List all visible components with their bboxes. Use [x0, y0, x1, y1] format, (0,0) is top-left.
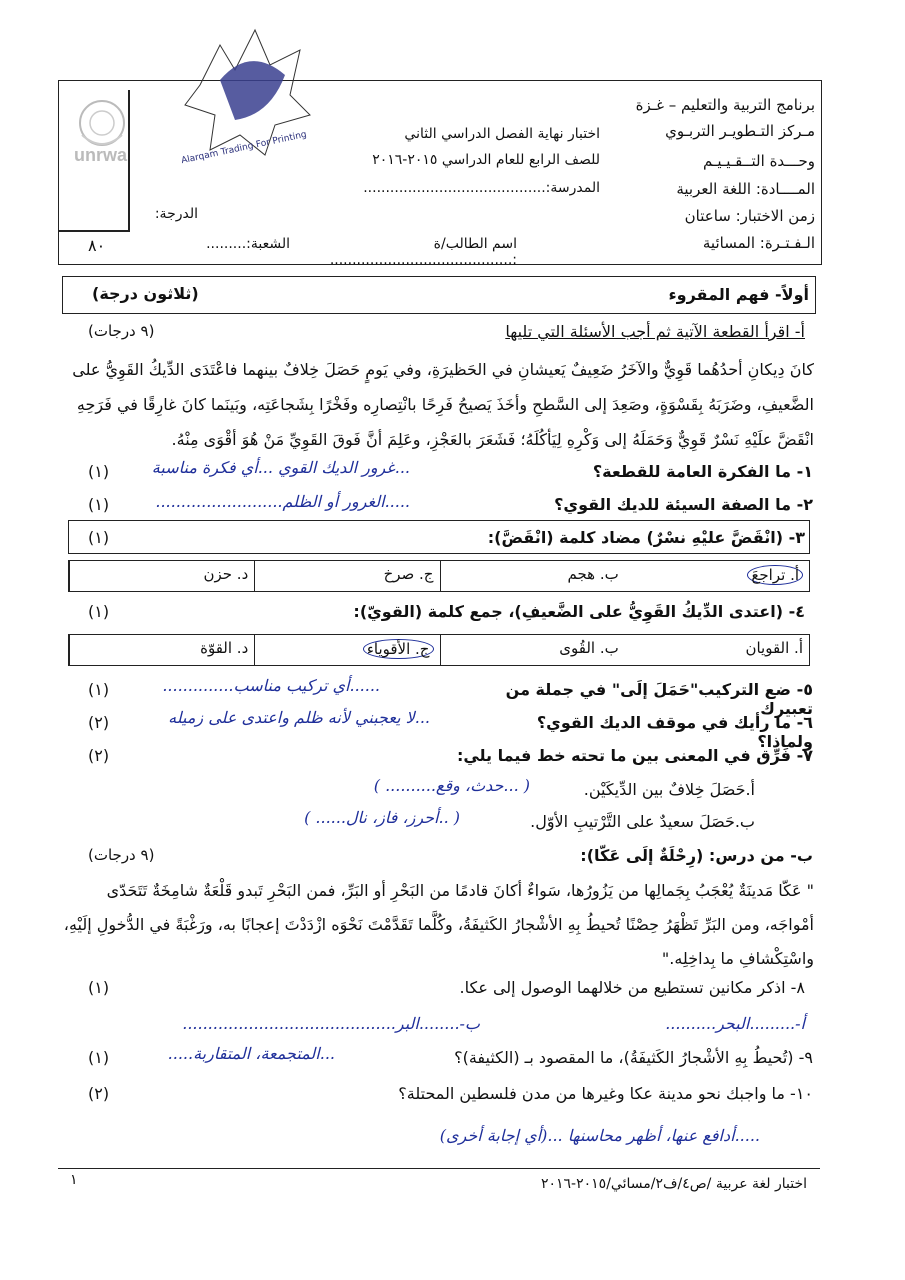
part-b-instruction: ب- من درس: (رِحْلَةٌ إلَى عَكّا): [580, 846, 813, 865]
part-b-marks: (٩ درجات) [88, 846, 155, 864]
student-name-field: اسم الطالب/ة :......................................... [329, 236, 517, 268]
section-field: الشعبة:......... [206, 236, 290, 252]
q7-b: ب.حَصَلَ سعيدٌ على التَّرْتيبِ الأوّل. [530, 812, 755, 831]
exam-title: اختبار نهاية الفصل الدراسي الثاني [404, 126, 600, 142]
total-score: ٨٠ [88, 236, 106, 255]
exam-grade-year: للصف الرابع للعام الدراسي ٢٠١٥-٢٠١٦ [372, 152, 600, 168]
header-subject: المــــادة: اللغة العربية [676, 180, 815, 198]
header-period: الـفـتـرة: المسائية [702, 234, 815, 252]
part-a-marks: (٩ درجات) [88, 322, 155, 340]
q8-text: ٨- اذكر مكانين تستطيع من خلالهما الوصول إلى عكا. [459, 978, 805, 997]
q10-answer[interactable]: .....أدافع عنها، أظهر محاسنها ...(أي إجابة أخرى) [439, 1126, 760, 1145]
q3-options [68, 560, 810, 592]
q2-mark: (١) [88, 495, 110, 514]
stamp-text: Alarqam Trading For Printing [180, 129, 308, 167]
q5-text: ٥- ضع التركيب"حَمَلَ إلَى" في جملة من تعبيرك [505, 680, 813, 718]
q8-answer-b[interactable]: ب-........البر.......................................... [182, 1014, 480, 1033]
q3-option-c[interactable]: ج. صرخ [254, 561, 439, 591]
section1-title: أولاً- فهم المقروء [668, 285, 809, 304]
q5-mark: (١) [88, 680, 110, 699]
q6-text: ٦- ما رأيك في موقف الديك القوي؟ ولماذا؟ [536, 713, 813, 751]
unrwa-logo [70, 95, 135, 180]
section1-marks: (ثلاثون درجة) [92, 284, 199, 303]
q4-option-d[interactable]: د. القوّة [69, 635, 254, 665]
school-field: المدرسة:......................................... [363, 180, 600, 196]
unrwa-emblem-icon [70, 95, 135, 180]
q5-answer[interactable]: ......أي تركيب مناسب.............. [162, 676, 380, 695]
header-center: مـركز التـطويـر التربـوي [665, 122, 815, 140]
q4-options [68, 634, 810, 666]
q1-mark: (١) [88, 462, 110, 481]
part-a-instruction-text: أ- اقرأ القطعة الآتية ثم أجب الأسئلة التي تليها [505, 322, 805, 341]
q10-text: ١٠- ما واجبك نحو مدينة عكا وغيرها من مدن فلسطين المحتلة؟ [398, 1084, 813, 1103]
q7-text: ٧- فَرِّق في المعنى بين ما تحته خط فيما يلي: [456, 746, 813, 765]
q4-option-a[interactable]: أ. القويان [745, 639, 803, 657]
q7-a-answer[interactable]: ( ...حدث، وقع.......... ) [373, 776, 530, 795]
header-program: برنامج التربية والتعليم – غـزة [635, 96, 815, 114]
unrwa-logo-text: unrwa [74, 145, 128, 165]
header-left-hline [58, 230, 130, 232]
q2-text: ٢- ما الصفة السيئة للديك القوي؟ [554, 495, 813, 514]
q4-option-c-circled: ج. الأقوياء [363, 639, 434, 659]
q3-option-b[interactable]: ب. هجم [440, 561, 625, 591]
q4-option-c[interactable] [254, 635, 439, 665]
q1-answer[interactable]: ...غرور الديك القوي ...أي فكرة مناسبة [151, 458, 410, 477]
q7-b-answer[interactable]: ( ..أحرز، فاز، نال...... ) [304, 808, 460, 827]
q9-text: ٩- (تُحيطُ بِهِ الأشْجارُ الكَثيفَةُ)، ما المقصود بـ (الكثيفة)؟ [454, 1048, 813, 1067]
q1-text: ١- ما الفكرة العامة للقطعة؟ [592, 462, 813, 481]
q9-answer[interactable]: ...المتجمعة، المتقاربة..... [167, 1044, 335, 1063]
header-left-divider [128, 90, 130, 230]
q2-answer[interactable]: .....الغرور أو الظلم......................... [155, 492, 410, 511]
q3-mark: (١) [88, 528, 110, 547]
q4-option-b[interactable]: ب. القُوى [440, 635, 625, 665]
page-number: ١ [70, 1172, 78, 1188]
q6-mark: (٢) [88, 713, 110, 732]
printer-stamp [180, 25, 320, 170]
q7-a: أ.حَصَلَ خِلافٌ بين الدِّيكَيْن. [583, 780, 755, 799]
q3-option-a[interactable] [625, 561, 809, 591]
part-b-passage: " عَكّا مَدينَةٌ يُعْجَبُ بِجَمالِها من يَزُورُها، سَواءٌ أكانَ قادمًا من البَحْرِ أو البَرِّ، فمن البَحْرِ تَبدو قَلْعَةٌ شامِخَةٌ تَتَحَدّى أمْواجَه، ومن البَرِّ تَظْهَرُ حِصْنًا تُحيطُ بِهِ الأشْجارُ الكَثيفَةُ، وكُلَّما تَقَدَّمْتَ نَحْوَه ازْدَدْتَ إعجابًا به، ورَغْبَةً في الدُّخولِ إلَيْهِ، واسْتِكْشافِ ما بِداخِلِه." [63, 881, 814, 968]
grade-label: الدرجة: [154, 206, 198, 222]
q3-text: ٣- (انْقَضَّ عليْهِ نسْرٌ) مضاد كلمة (انْقَضَّ): [487, 528, 805, 547]
header-duration: زمن الاختبار: ساعتان [684, 207, 815, 225]
q4-text: ٤- (اعتدى الدِّيكُ القَوِيُّ على الضَّعيفِ)، جمع كلمة (القويّ): [353, 602, 805, 621]
q8-answer-a[interactable]: أ-.........البحر.......... [665, 1014, 805, 1033]
q6-answer[interactable]: ...لا يعجبني لأنه ظلم واعتدى على زميله [168, 708, 430, 727]
q7-mark: (٢) [88, 746, 110, 765]
part-a-instruction [305, 322, 805, 341]
q8-mark: (١) [88, 978, 110, 997]
header-unit: وحـــدة التــقـيـيـم [702, 152, 815, 170]
q10-mark: (٢) [88, 1084, 110, 1103]
q9-mark: (١) [88, 1048, 110, 1067]
part-a-passage: كانَ دِيكانِ أحدُهُما قَوِيٌّ والآخَرُ ضَعِيفٌ يَعيشانِ في الحَظيرَةِ، وفي يَومٍ حَصَلَ خِلافٌ بينهما فاعْتَدَى الدِّيكُ القَوِيُّ على الضَّعيفِ، وضَرَبَهُ بِقَسْوَةٍ، وصَعِدَ إلى السَّطحِ وأخَذَ يَصيحُ فَرِحًا بانْتِصارِه وفَخْرًا بِشَجاعَتِه، وبَينَما كانَ غارِقًا في فَرَحِهِ انْقَضَّ علَيْهِ نَسْرٌ قَوِيٌّ وَحَمَلَهُ إلى وَكْرِهِ لِيَأكُلَهُ؛ فَشَعَرَ بالعَجْزِ، وعَلِمَ أنَّ فَوقَ القَوِيِّ مَنْ هُوَ أقْوَى مِنْهُ. [72, 360, 814, 449]
footer-divider [58, 1168, 820, 1169]
q4-mark: (١) [88, 602, 110, 621]
q3-option-a-circled: أ. تراجعَ [747, 565, 803, 585]
q3-option-d[interactable]: د. حزن [69, 561, 254, 591]
footer-text: اختبار لغة عربية /ص٤/ف٢/مسائي/٢٠١٥-٢٠١٦ [540, 1176, 807, 1192]
